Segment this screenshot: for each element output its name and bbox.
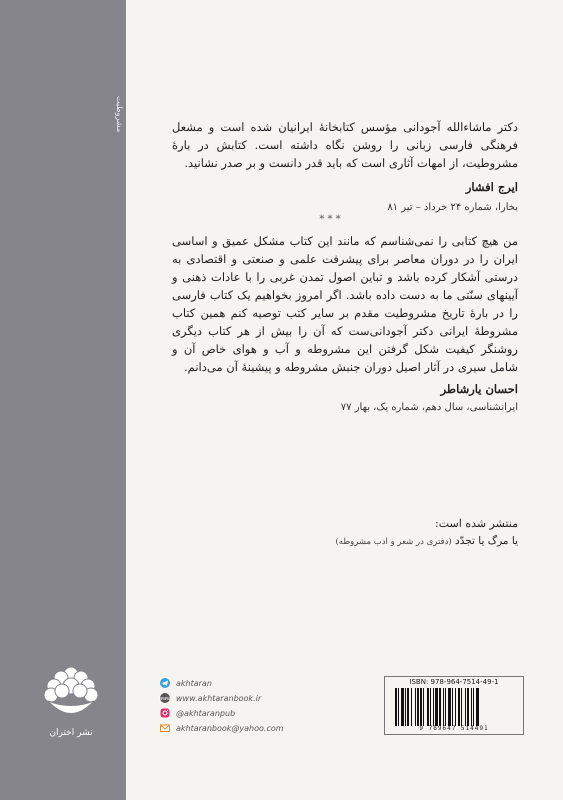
svg-text:www: www — [158, 696, 172, 702]
quote-yarshater-text: من هیچ کتابی را نمی‌شناسم که مانند این کتاب مشکل عمیق و اساسی ایران را در دوران معاصر برای پیشرفت علمی و صنعتی و اقتصادی به درستی آشکار کرده باشد و تباین اصول تمدن غربی را با عادات ذهنی و آیینهای سنّتی ما به دست داده باشد. اگر امروز بخواهیم یک کتاب فارسی را در بارهٔ تاریخ مشروطیت مقدم بر سایر کتب توصیه کنم همین کتاب مشروطهٔ ایرانی دکتر آجودانی‌ست که آن را بیش از هر کتاب دیگری روشنگر کیفیت شکل گرفتن این مشروطه و آب و هوای خاص آن و شامل سیری در آثار اصیل دوران جنبش مشروطه و پیشینهٔ آن می‌دانم. — [172, 234, 518, 374]
published-book-title: یا مرگ یا تجدّد — [455, 535, 518, 547]
contact-telegram-text: akhtaran — [176, 678, 212, 688]
contact-web-text: www.akhtaranbook.ir — [176, 693, 262, 703]
contact-email-text: akhtaranbook@yahoo.com — [176, 723, 284, 733]
publisher-name: نشر اختران — [49, 728, 93, 738]
instagram-icon — [160, 708, 170, 718]
barcode-digits: 9 789647 514491 — [419, 725, 489, 732]
quote-afshar-author: ایرج افشار — [465, 180, 518, 194]
spine-band — [0, 0, 126, 800]
spine-title: مشروطیت — [115, 96, 124, 133]
published-book — [280, 535, 518, 547]
quote-yarshater-author: احسان یارشاطر — [440, 382, 518, 396]
contact-list — [160, 676, 360, 736]
contact-instagram — [160, 706, 360, 720]
section-separator: * * * — [319, 214, 341, 225]
telegram-icon — [160, 678, 170, 688]
quote-afshar-text: دکتر ماشاءالله آجودانی مؤسس کتابخانهٔ ایرانیان شده است و مشعل فرهنگی فارسی زبانی را روشن نگاه داشته است. کتابش در بارهٔ مشروطیت، از امهات آثاری است که باید قدر دانست و بر صدر نشانید. — [172, 120, 518, 170]
contact-instagram-text: @akhtaranpub — [176, 708, 236, 718]
isbn-label: ISBN: 978-964-7514-49-1 — [409, 678, 499, 686]
publisher-logo-icon — [44, 664, 98, 724]
published-label: منتشر شده است: — [435, 517, 518, 530]
barcode-icon — [395, 688, 513, 726]
published-book-subtitle: (دفتری در شعر و ادب مشروطه) — [335, 537, 452, 547]
contact-telegram — [160, 676, 360, 690]
isbn-barcode-box — [384, 676, 524, 735]
quote-afshar-source: بخارا، شماره ۲۴ خرداد – تیر ۸۱ — [387, 202, 518, 213]
web-icon — [160, 693, 170, 703]
contact-web — [160, 691, 360, 705]
quote-yarshater-source: ایرانشناسی، سال دهم، شماره یک، بهار ۷۷ — [340, 402, 518, 413]
contact-email — [160, 721, 360, 735]
email-icon — [160, 723, 170, 733]
